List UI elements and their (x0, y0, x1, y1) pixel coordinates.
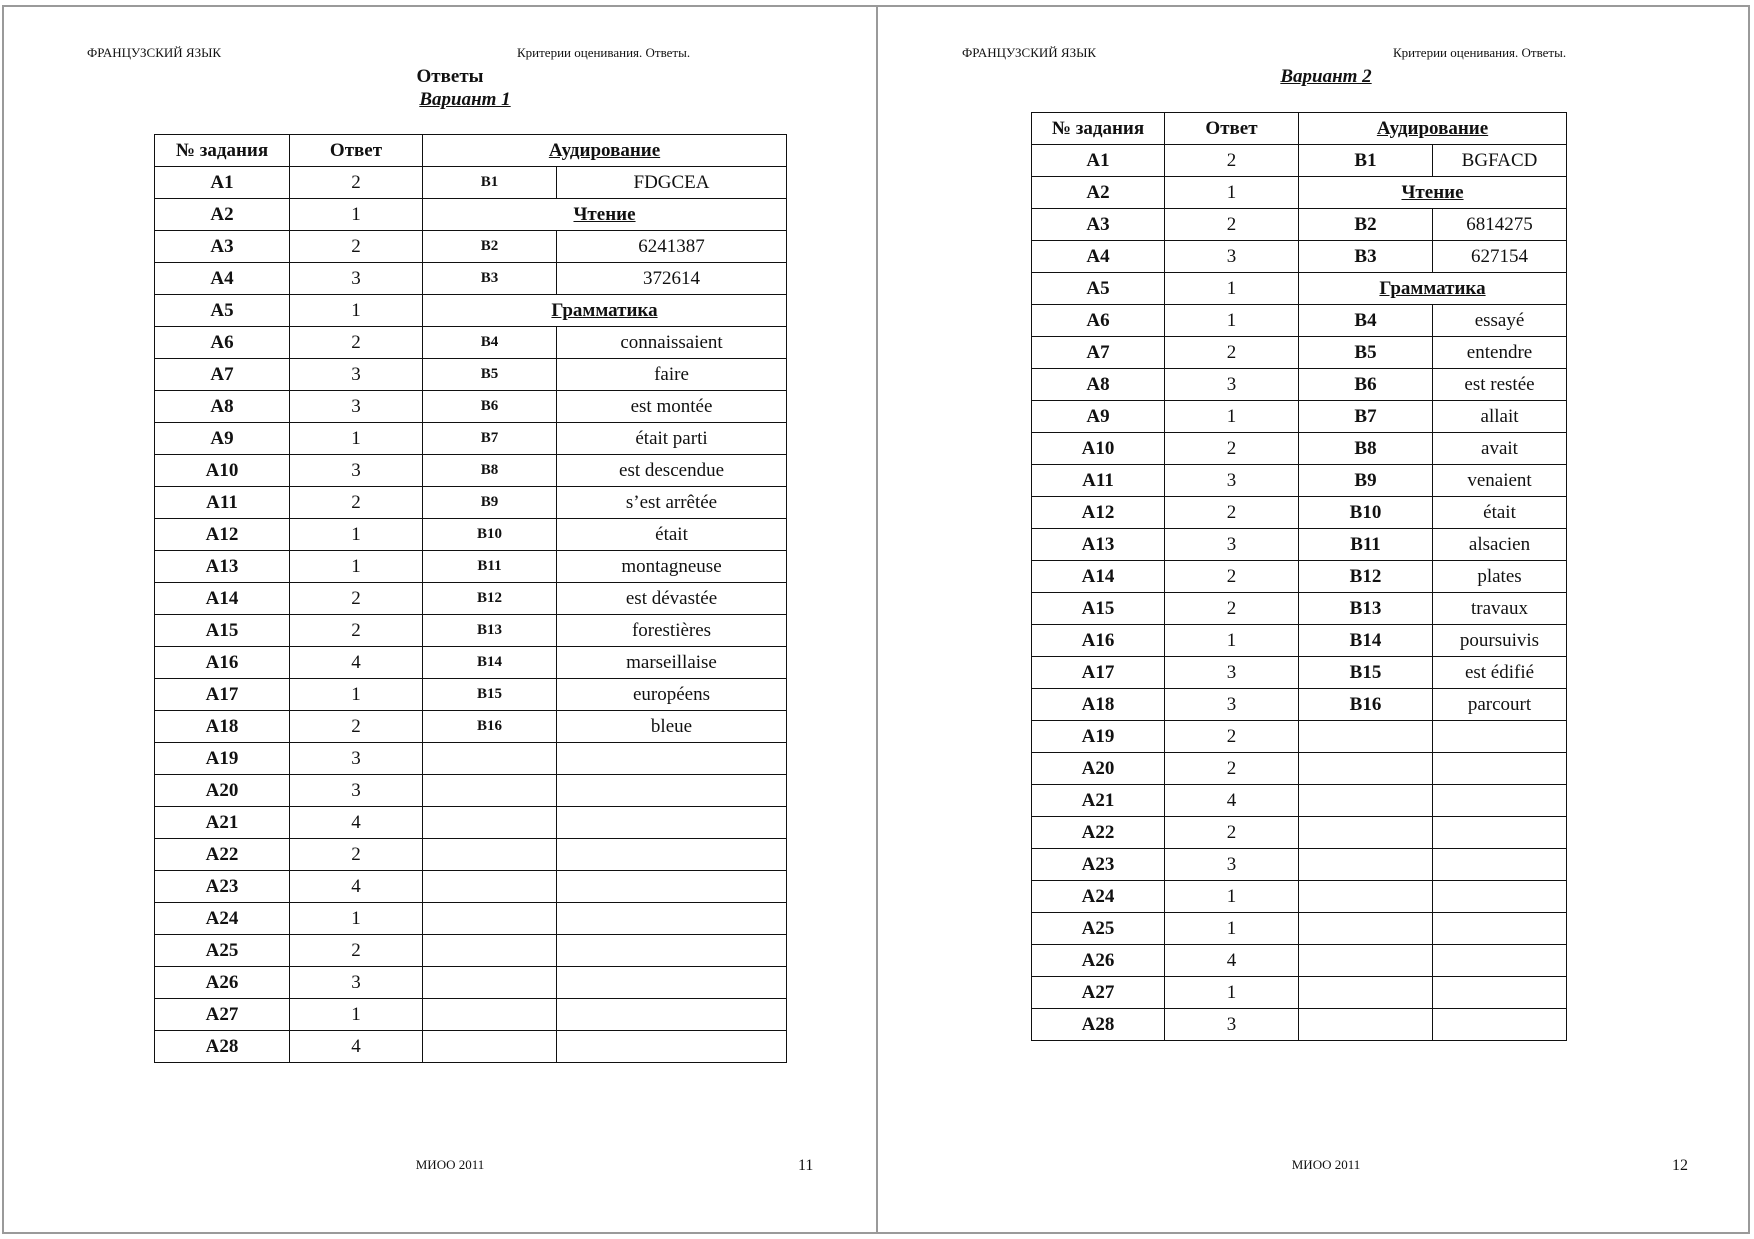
task-id: A25 (155, 935, 290, 967)
task-id: A2 (1032, 177, 1165, 209)
table-row (155, 295, 787, 327)
b-task-id: B11 (423, 551, 557, 583)
b-task-answer: européens (557, 679, 787, 711)
b-task-id: B9 (423, 487, 557, 519)
task-id: A15 (1032, 593, 1165, 625)
task-id: A22 (155, 839, 290, 871)
empty-cell (423, 839, 557, 871)
task-id: A14 (155, 583, 290, 615)
table-row (1032, 145, 1567, 177)
b-task-answer: 627154 (1433, 241, 1567, 273)
empty-cell (1433, 721, 1567, 753)
task-answer: 1 (290, 199, 423, 231)
empty-cell (557, 967, 787, 999)
b-task-answer: était (557, 519, 787, 551)
variant-title: Вариант 1 (419, 89, 511, 110)
table-row (1032, 529, 1567, 561)
task-id: A16 (1032, 625, 1165, 657)
b-task-id: B11 (1299, 529, 1433, 561)
task-id: A28 (1032, 1009, 1165, 1041)
task-answer: 3 (290, 967, 423, 999)
b-task-id: B6 (423, 391, 557, 423)
table-row (1032, 1009, 1567, 1041)
empty-cell (1433, 977, 1567, 1009)
empty-cell (1299, 1009, 1433, 1041)
b-task-id: B15 (1299, 657, 1433, 689)
empty-cell (1433, 945, 1567, 977)
table-row (1032, 177, 1567, 209)
table-row (155, 615, 787, 647)
b-task-id: B16 (1299, 689, 1433, 721)
task-answer: 2 (1165, 593, 1299, 625)
task-id: A12 (155, 519, 290, 551)
empty-cell (1299, 817, 1433, 849)
b-task-answer: venaient (1433, 465, 1567, 497)
task-answer: 2 (1165, 433, 1299, 465)
b-task-answer: entendre (1433, 337, 1567, 369)
b-task-answer: allait (1433, 401, 1567, 433)
b-task-answer: avait (1433, 433, 1567, 465)
b-task-answer: est descendue (557, 455, 787, 487)
task-answer: 3 (1165, 465, 1299, 497)
task-id: A2 (155, 199, 290, 231)
table-row (155, 359, 787, 391)
table-row (155, 679, 787, 711)
b-task-answer: FDGCEA (557, 167, 787, 199)
section-header: Чтение (1299, 177, 1567, 209)
task-answer: 4 (290, 807, 423, 839)
task-id: A8 (155, 391, 290, 423)
task-answer: 4 (1165, 785, 1299, 817)
task-answer: 2 (290, 231, 423, 263)
table-row (155, 551, 787, 583)
table-row (1032, 977, 1567, 1009)
task-answer: 3 (1165, 689, 1299, 721)
task-id: A4 (1032, 241, 1165, 273)
b-task-id: B14 (1299, 625, 1433, 657)
table-row (1032, 369, 1567, 401)
task-id: A1 (155, 167, 290, 199)
empty-cell (557, 775, 787, 807)
task-id: A22 (1032, 817, 1165, 849)
empty-cell (1433, 753, 1567, 785)
task-answer: 1 (290, 423, 423, 455)
footer-publisher: МИОО 2011 (415, 1157, 485, 1172)
task-id: A8 (1032, 369, 1165, 401)
task-answer: 2 (1165, 145, 1299, 177)
b-task-answer: est montée (557, 391, 787, 423)
b-task-id: B3 (1299, 241, 1433, 273)
b-task-answer: BGFACD (1433, 145, 1567, 177)
task-id: A24 (155, 903, 290, 935)
table-row (155, 391, 787, 423)
task-id: A18 (1032, 689, 1165, 721)
footer-publisher: МИОО 2011 (1291, 1157, 1361, 1172)
empty-cell (1433, 1009, 1567, 1041)
column-header-task: № задания (1032, 113, 1165, 145)
b-task-answer: 372614 (557, 263, 787, 295)
b-task-id: B1 (423, 167, 557, 199)
empty-cell (557, 743, 787, 775)
table-row (155, 423, 787, 455)
task-answer: 1 (1165, 401, 1299, 433)
b-task-answer: s’est arrêtée (557, 487, 787, 519)
table-row (155, 903, 787, 935)
task-id: A19 (1032, 721, 1165, 753)
empty-cell (1433, 785, 1567, 817)
task-answer: 2 (1165, 561, 1299, 593)
b-task-answer: parcourt (1433, 689, 1567, 721)
task-id: A26 (155, 967, 290, 999)
empty-cell (423, 871, 557, 903)
task-id: A25 (1032, 913, 1165, 945)
task-id: A28 (155, 1031, 290, 1063)
task-id: A9 (1032, 401, 1165, 433)
page-divider (876, 5, 878, 1234)
task-id: A17 (155, 679, 290, 711)
task-id: A24 (1032, 881, 1165, 913)
b-task-id: B8 (423, 455, 557, 487)
b-task-answer: montagneuse (557, 551, 787, 583)
empty-cell (1299, 753, 1433, 785)
task-answer: 1 (290, 999, 423, 1031)
empty-cell (1299, 849, 1433, 881)
table-row (1032, 657, 1567, 689)
b-task-answer: 6241387 (557, 231, 787, 263)
task-id: A3 (155, 231, 290, 263)
b-task-id: B7 (423, 423, 557, 455)
task-answer: 3 (1165, 1009, 1299, 1041)
section-header: Грамматика (1299, 273, 1567, 305)
table-row (1032, 337, 1567, 369)
page-number: 11 (798, 1157, 814, 1174)
task-id: A6 (155, 327, 290, 359)
task-id: A20 (1032, 753, 1165, 785)
answers-table-variant-1 (154, 134, 787, 1063)
b-task-answer: essayé (1433, 305, 1567, 337)
b-task-answer: marseillaise (557, 647, 787, 679)
b-task-id: B2 (423, 231, 557, 263)
empty-cell (423, 807, 557, 839)
table-row (155, 167, 787, 199)
task-id: A5 (155, 295, 290, 327)
table-row (1032, 241, 1567, 273)
task-id: A23 (1032, 849, 1165, 881)
table-row (155, 871, 787, 903)
table-row (155, 775, 787, 807)
empty-cell (1299, 721, 1433, 753)
page-number: 12 (1672, 1157, 1688, 1174)
b-task-id: B12 (423, 583, 557, 615)
table-row (155, 647, 787, 679)
table-row (1032, 401, 1567, 433)
task-answer: 3 (290, 263, 423, 295)
task-id: A13 (155, 551, 290, 583)
empty-cell (1433, 817, 1567, 849)
task-id: A11 (1032, 465, 1165, 497)
table-row (1032, 209, 1567, 241)
task-answer: 2 (290, 583, 423, 615)
task-answer: 3 (290, 359, 423, 391)
page-title: Ответы (416, 66, 484, 87)
empty-cell (557, 903, 787, 935)
task-id: A5 (1032, 273, 1165, 305)
table-row (155, 455, 787, 487)
task-answer: 1 (1165, 273, 1299, 305)
task-answer: 1 (1165, 625, 1299, 657)
table-row (155, 1031, 787, 1063)
table-row (1032, 881, 1567, 913)
task-answer: 2 (290, 615, 423, 647)
task-id: A1 (1032, 145, 1165, 177)
task-id: A4 (155, 263, 290, 295)
header-section: Критерии оценивания. Ответы. (1393, 45, 1567, 60)
table-row (1032, 497, 1567, 529)
b-task-id: B7 (1299, 401, 1433, 433)
table-row (1032, 625, 1567, 657)
b-task-id: B12 (1299, 561, 1433, 593)
empty-cell (1299, 785, 1433, 817)
task-id: A18 (155, 711, 290, 743)
empty-cell (423, 999, 557, 1031)
table-row (1032, 817, 1567, 849)
task-id: A19 (155, 743, 290, 775)
b-task-id: B2 (1299, 209, 1433, 241)
empty-cell (557, 999, 787, 1031)
empty-cell (1299, 945, 1433, 977)
task-id: A11 (155, 487, 290, 519)
table-row (155, 711, 787, 743)
section-header: Чтение (423, 199, 787, 231)
task-id: A10 (155, 455, 290, 487)
task-answer: 4 (290, 647, 423, 679)
task-id: A7 (155, 359, 290, 391)
empty-cell (557, 1031, 787, 1063)
task-id: A3 (1032, 209, 1165, 241)
table-row (1032, 561, 1567, 593)
b-task-answer: poursuivis (1433, 625, 1567, 657)
b-task-answer: est édifié (1433, 657, 1567, 689)
empty-cell (1299, 881, 1433, 913)
task-answer: 2 (1165, 817, 1299, 849)
task-id: A23 (155, 871, 290, 903)
empty-cell (1299, 913, 1433, 945)
b-task-id: B8 (1299, 433, 1433, 465)
b-task-answer: bleue (557, 711, 787, 743)
task-answer: 3 (1165, 529, 1299, 561)
table-row (1032, 849, 1567, 881)
task-answer: 1 (1165, 305, 1299, 337)
table-row (155, 839, 787, 871)
b-task-answer: connaissaient (557, 327, 787, 359)
table-row (1032, 273, 1567, 305)
b-task-id: B16 (423, 711, 557, 743)
task-id: A27 (155, 999, 290, 1031)
table-row (155, 487, 787, 519)
empty-cell (557, 807, 787, 839)
table-row (155, 199, 787, 231)
header-section: Критерии оценивания. Ответы. (517, 45, 691, 60)
task-answer: 2 (1165, 209, 1299, 241)
b-task-answer: travaux (1433, 593, 1567, 625)
task-answer: 4 (290, 1031, 423, 1063)
b-task-answer: plates (1433, 561, 1567, 593)
task-answer: 3 (1165, 849, 1299, 881)
empty-cell (1299, 977, 1433, 1009)
empty-cell (557, 839, 787, 871)
empty-cell (1433, 881, 1567, 913)
b-task-id: B6 (1299, 369, 1433, 401)
task-id: A9 (155, 423, 290, 455)
empty-cell (423, 967, 557, 999)
table-row (1032, 785, 1567, 817)
table-row (155, 967, 787, 999)
empty-cell (423, 903, 557, 935)
task-answer: 4 (1165, 945, 1299, 977)
empty-cell (557, 935, 787, 967)
table-header-row (1032, 113, 1567, 145)
task-id: A15 (155, 615, 290, 647)
task-answer: 2 (290, 487, 423, 519)
empty-cell (423, 743, 557, 775)
b-task-answer: faire (557, 359, 787, 391)
section-header: Грамматика (423, 295, 787, 327)
table-row (155, 743, 787, 775)
empty-cell (557, 871, 787, 903)
task-answer: 2 (290, 167, 423, 199)
task-answer: 3 (290, 775, 423, 807)
task-id: A7 (1032, 337, 1165, 369)
task-answer: 2 (1165, 337, 1299, 369)
task-id: A12 (1032, 497, 1165, 529)
task-answer: 4 (290, 871, 423, 903)
column-header-task: № задания (155, 135, 290, 167)
table-row (1032, 305, 1567, 337)
task-id: A13 (1032, 529, 1165, 561)
task-answer: 3 (1165, 369, 1299, 401)
b-task-answer: alsacien (1433, 529, 1567, 561)
task-answer: 1 (290, 679, 423, 711)
b-task-id: B3 (423, 263, 557, 295)
task-id: A27 (1032, 977, 1165, 1009)
b-task-id: B15 (423, 679, 557, 711)
answers-table-variant-2 (1031, 112, 1567, 1041)
b-task-id: B13 (1299, 593, 1433, 625)
table-row (1032, 433, 1567, 465)
task-answer: 3 (290, 743, 423, 775)
empty-cell (423, 775, 557, 807)
task-answer: 2 (290, 935, 423, 967)
task-id: A14 (1032, 561, 1165, 593)
task-id: A21 (155, 807, 290, 839)
task-id: A20 (155, 775, 290, 807)
variant-title: Вариант 2 (1280, 66, 1372, 87)
empty-cell (1433, 849, 1567, 881)
b-task-id: B9 (1299, 465, 1433, 497)
table-row (155, 583, 787, 615)
table-row (1032, 465, 1567, 497)
task-answer: 3 (1165, 657, 1299, 689)
b-task-id: B5 (423, 359, 557, 391)
task-answer: 1 (290, 551, 423, 583)
b-task-id: B1 (1299, 145, 1433, 177)
table-row (155, 327, 787, 359)
b-task-id: B13 (423, 615, 557, 647)
task-id: A26 (1032, 945, 1165, 977)
b-task-answer: était (1433, 497, 1567, 529)
b-task-id: B5 (1299, 337, 1433, 369)
empty-cell (423, 935, 557, 967)
task-id: A6 (1032, 305, 1165, 337)
task-answer: 2 (290, 327, 423, 359)
task-id: A17 (1032, 657, 1165, 689)
task-answer: 1 (290, 295, 423, 327)
task-answer: 2 (290, 839, 423, 871)
task-answer: 1 (1165, 177, 1299, 209)
table-row (1032, 753, 1567, 785)
table-row (1032, 913, 1567, 945)
task-answer: 1 (290, 519, 423, 551)
table-row (1032, 945, 1567, 977)
task-id: A16 (155, 647, 290, 679)
b-task-answer: est dévastée (557, 583, 787, 615)
task-answer: 1 (1165, 881, 1299, 913)
table-row (155, 935, 787, 967)
table-row (155, 807, 787, 839)
task-answer: 2 (1165, 497, 1299, 529)
b-task-id: B4 (423, 327, 557, 359)
table-row (155, 231, 787, 263)
table-row (1032, 593, 1567, 625)
table-row (155, 263, 787, 295)
task-answer: 1 (290, 903, 423, 935)
b-task-answer: était parti (557, 423, 787, 455)
table-row (1032, 721, 1567, 753)
b-task-id: B14 (423, 647, 557, 679)
b-task-answer: 6814275 (1433, 209, 1567, 241)
header-subject: ФРАНЦУЗСКИЙ ЯЗЫК (962, 45, 1097, 60)
table-row (155, 519, 787, 551)
task-answer: 3 (1165, 241, 1299, 273)
empty-cell (1433, 913, 1567, 945)
task-answer: 1 (1165, 977, 1299, 1009)
table-row (155, 999, 787, 1031)
task-answer: 3 (290, 455, 423, 487)
task-id: A21 (1032, 785, 1165, 817)
header-subject: ФРАНЦУЗСКИЙ ЯЗЫК (87, 45, 222, 60)
section-header-listening: Аудирование (1299, 113, 1567, 145)
b-task-answer: forestières (557, 615, 787, 647)
task-answer: 1 (1165, 913, 1299, 945)
column-header-answer: Ответ (290, 135, 423, 167)
task-answer: 2 (1165, 753, 1299, 785)
b-task-id: B10 (1299, 497, 1433, 529)
b-task-id: B10 (423, 519, 557, 551)
b-task-id: B4 (1299, 305, 1433, 337)
task-answer: 2 (1165, 721, 1299, 753)
section-header-listening: Аудирование (423, 135, 787, 167)
task-answer: 2 (290, 711, 423, 743)
b-task-answer: est restée (1433, 369, 1567, 401)
task-id: A10 (1032, 433, 1165, 465)
table-row (1032, 689, 1567, 721)
task-answer: 3 (290, 391, 423, 423)
empty-cell (423, 1031, 557, 1063)
table-header-row (155, 135, 787, 167)
column-header-answer: Ответ (1165, 113, 1299, 145)
